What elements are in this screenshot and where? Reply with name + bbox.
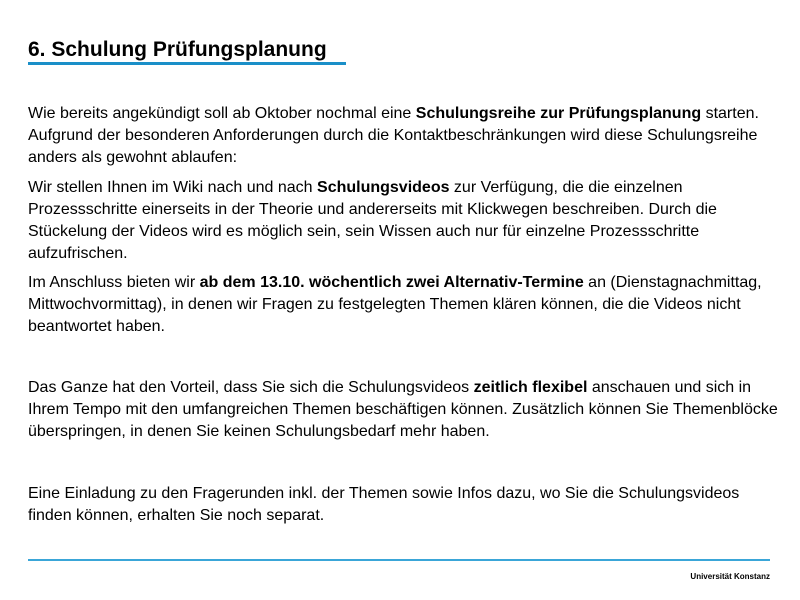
paragraph-advantage <box>28 377 778 443</box>
paragraph-text: Wir stellen Ihnen im Wiki nach und nach <box>28 179 318 196</box>
emphasis-text: ab dem 13.10. wöchentlich zwei Alternativ-Termine <box>199 274 584 291</box>
footer-brand-text: Universität Konstanz <box>690 572 770 581</box>
page-title: 6. Schulung Prüfungsplanung <box>28 38 327 61</box>
emphasis-text: zeitlich flexibel <box>473 379 588 396</box>
paragraph-videos <box>28 177 778 265</box>
paragraph-text: Wie bereits angekündigt soll ab Oktober nochmal eine <box>28 105 416 122</box>
paragraph-appointments <box>28 272 778 338</box>
footer-divider <box>28 559 770 561</box>
paragraph-text: starten. Aufgrund der besonderen Anforderungen durch die Kontaktbeschränkungen wird diese Schulungsreihe anders als gewohnt ablaufen: <box>28 105 759 166</box>
paragraph-text: anschauen und sich in Ihrem Tempo mit den umfangreichen Themen beschäftigen können. Zusätzlich können Sie Themenblöcke überspringen, in denen Sie keinen Schulungsbedarf mehr haben. <box>28 379 778 440</box>
emphasis-text: Schulungsreihe zur Prüfungsplanung <box>415 105 702 122</box>
paragraph-intro <box>28 103 778 169</box>
emphasis-text: Schulungsvideos <box>317 179 450 196</box>
title-underline <box>28 62 346 65</box>
paragraph-text: Eine Einladung zu den Fragerunden inkl. der Themen sowie Infos dazu, wo Sie die Schulungsvideos finden können, erhalten Sie noch separat. <box>28 485 740 524</box>
paragraph-text: Das Ganze hat den Vorteil, dass Sie sich die Schulungsvideos <box>28 379 474 396</box>
paragraph-text: Im Anschluss bieten wir <box>28 274 200 291</box>
paragraph-text: zur Verfügung, die die einzelnen Prozessschritte einerseits in der Theorie und andererseits mit Klickwegen beschreiben. Durch die Stückelung der Videos wird es möglich sein, sein Wissen auch nur für einzelne Prozessschritte aufzufrischen. <box>28 179 717 262</box>
paragraph-text: an (Dienstagnachmittag, Mittwochvormittag), in denen wir Fragen zu festgelegten Themen klären können, die die Videos nicht beantwortet haben. <box>28 274 762 335</box>
paragraph-invitation <box>28 483 778 527</box>
